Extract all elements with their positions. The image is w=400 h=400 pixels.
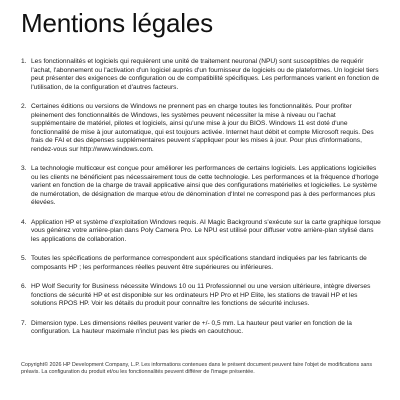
legal-note-text: Les fonctionnalités et logiciels qui requièrent une unité de traitement neuronal (NPU) sont susceptibles de requérir l'achat, l'abonnement ou l'activation d'un logiciel auprès d'un fournisseur de logiciels ou de plateformes. Un logiciel tiers peut présenter des exigences de configuration ou de compatibilité spécifiques. Les performances varient en fonction de l'utilisation, de la configuration et d'autres facteurs. (31, 58, 380, 91)
legal-note-text: Toutes les spécifications de performance correspondent aux spécifications standard indiquées par les fabricants de composants HP ; les performances réelles peuvent être supérieures ou inférieures. (31, 255, 367, 271)
legal-note-number: 7. (21, 319, 27, 327)
legal-note-number: 1. (21, 58, 27, 65)
legal-note-2 (21, 103, 381, 154)
legal-note-text: Certaines éditions ou versions de Windows ne prennent pas en charge toutes les fonctionnalités. Pour profiter pleinement des fonctionnalités de Windows, les systèmes peuvent nécessiter la mise à niveau ou l'achat supplémentaire de matériel, pilotes et logiciels, ainsi qu'une mise à jour du BIOS. Windows 11 est doté d'une fonctionnalité de mise à jour automatique, qui est toujours activée. Internet haut débit et compte Microsoft requis. Des frais de FAI et des dépenses supplémentaires peuvent s'appliquer pour les mises à jour. Pour plus d'informations, rendez-vous sur http://www.windows.com. (31, 103, 374, 153)
legal-note-5 (21, 255, 381, 272)
legal-note-6 (21, 283, 381, 309)
legal-note-text: La technologie multicœur est conçue pour améliorer les performances de certains logiciels. Les applications logicielles ou les clients ne bénéficient pas nécessairement tous de cette technologie. Les performances et la fréquence d'horloge varient en fonction de la charge de travail applicative ainsi que des configurations matérielles et logicielles. Le système de numérotation, de désignation de marque et/ou de dénomination d'Intel ne correspond pas à des performances plus élevées. (31, 165, 379, 206)
legal-note-number: 2. (21, 103, 27, 110)
legal-note-number: 5. (21, 255, 27, 262)
legal-note-text: Application HP et système d'exploitation Windows requis. AI Magic Background s'exécute sur la carte graphique lorsque vous générez votre arrière-plan dans Poly Camera Pro. Le NPU est utilisé pour diffuser votre arrière-plan stylisé dans les applications de collaboration. (31, 218, 381, 243)
legal-note-4 (21, 219, 381, 245)
legal-note-number: 6. (21, 283, 27, 290)
legal-note-7 (21, 320, 381, 337)
legal-notes-list (21, 58, 381, 348)
copyright-footer: Copyright© 2026 HP Development Company, L.P. Les informations contenues dans le présent document peuvent faire l'objet de modifications sans préavis. La configuration du produit et/ou les fonctionnalités peuvent différer de l'image présentée. (21, 362, 373, 376)
legal-note-1 (21, 58, 381, 92)
legal-note-text: HP Wolf Security for Business nécessite Windows 10 ou 11 Professionnel ou une version ultérieure, intègre diverses fonctions de sécurité HP et est disponible sur les ordinateurs HP Pro et HP Elite, les stations de travail HP et les solutions RPOS HP. Voir les détails du produit pour connaître les fonctions de sécurité incluses. (31, 283, 371, 307)
legal-note-number: 4. (21, 218, 27, 226)
legal-note-text: Dimension type. Les dimensions réelles peuvent varier de +/- 0,5 mm. La hauteur peut varier en fonction de la configuration. La hauteur maximale n'inclut pas les pieds en caoutchouc. (31, 319, 352, 335)
legal-note-3 (21, 165, 381, 208)
legal-note-number: 3. (21, 165, 27, 172)
page-title: Mentions légales (21, 8, 213, 38)
